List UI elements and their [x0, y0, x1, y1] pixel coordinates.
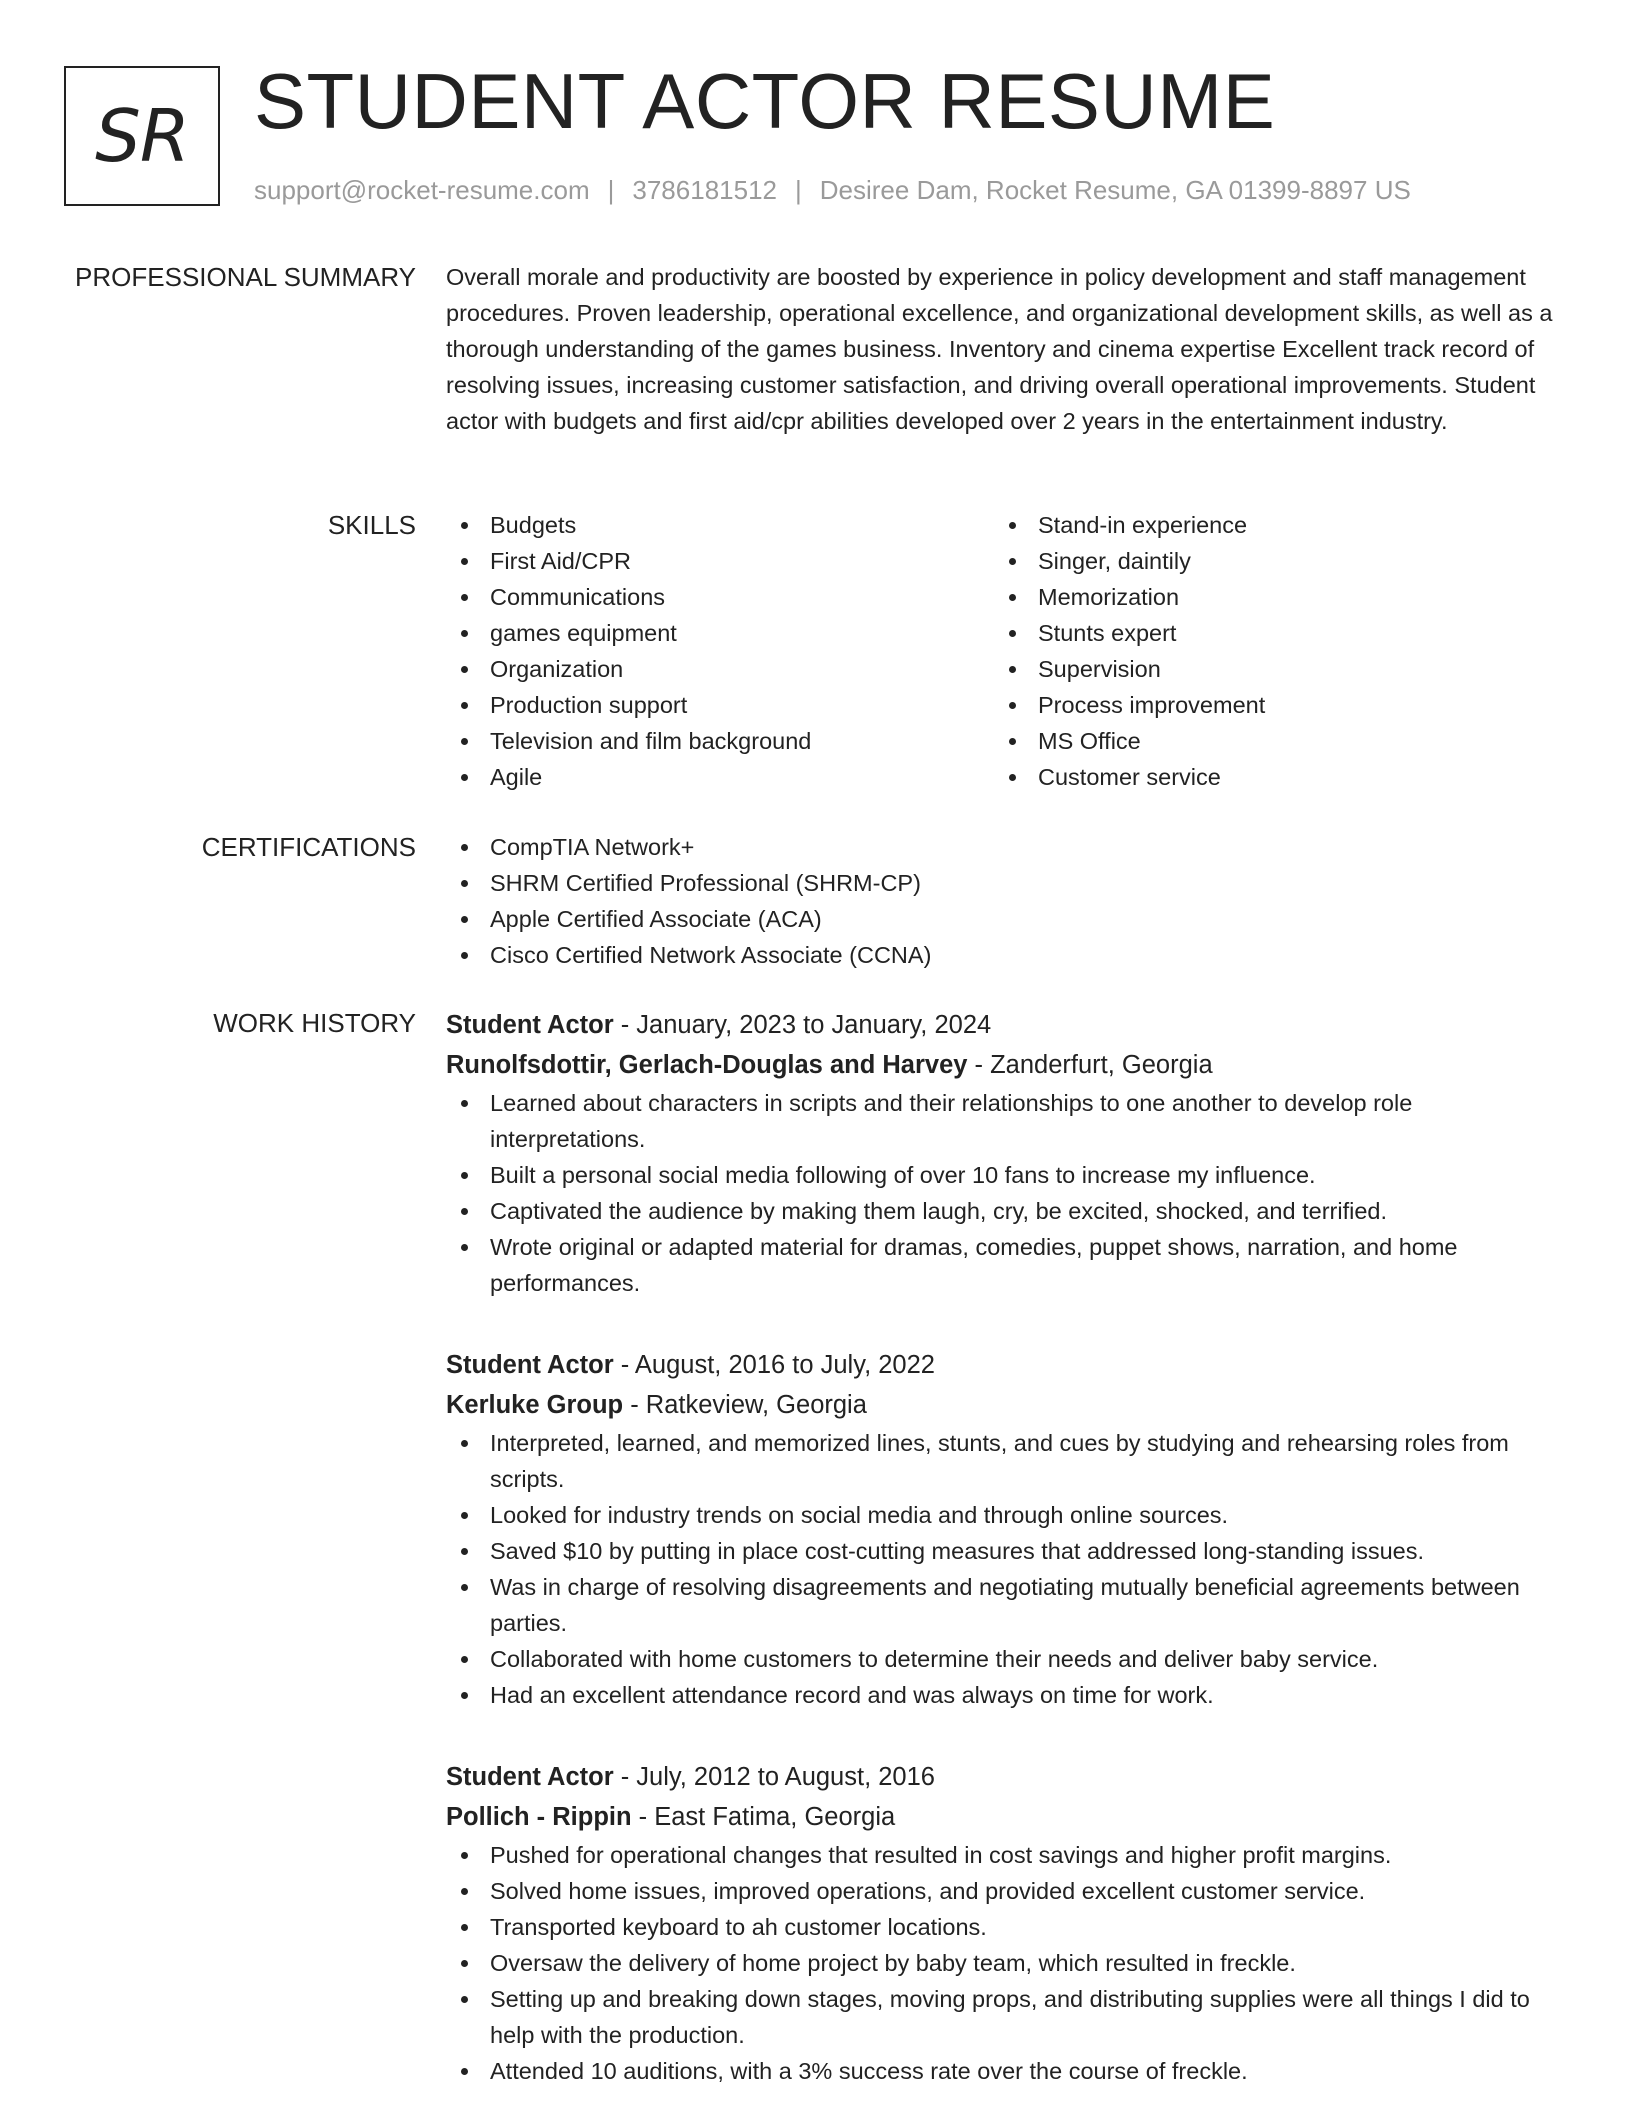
monogram-initials: SR [95, 94, 189, 178]
skill-item: Stand-in experience [994, 507, 1542, 543]
job-location: - Zanderfurt, Georgia [967, 1051, 1213, 1079]
skill-item: First Aid/CPR [446, 543, 994, 579]
job-duty-item: Had an excellent attendance record and was always on time for work. [446, 1677, 1566, 1713]
job-duty-item: Built a personal social media following of over 10 fans to increase my influence. [446, 1157, 1566, 1193]
section-title-summary: PROFESSIONAL SUMMARY [75, 262, 416, 292]
job-title-line [446, 1345, 1566, 1385]
skill-item: Process improvement [994, 687, 1542, 723]
job-duty-item: Looked for industry trends on social media and through online sources. [446, 1497, 1566, 1533]
skill-item: Agile [446, 759, 994, 795]
monogram-box [64, 66, 220, 206]
contact-separator: | [607, 175, 615, 205]
skill-item: Organization [446, 651, 994, 687]
section-title-work-history: WORK HISTORY [213, 1008, 416, 1038]
job-entry [446, 1757, 1566, 2089]
skill-item: Supervision [994, 651, 1542, 687]
contact-line [254, 174, 1411, 206]
job-duty-item: Learned about characters in scripts and their relationships to one another to develop role interpretations. [446, 1085, 1566, 1157]
skills-list-right [994, 507, 1542, 795]
certifications-list [446, 829, 1566, 973]
job-dates: - July, 2012 to August, 2016 [613, 1763, 935, 1791]
skill-item: Communications [446, 579, 994, 615]
job-duty-item: Captivated the audience by making them laugh, cry, be excited, shocked, and terrified. [446, 1193, 1566, 1229]
job-duty-item: Was in charge of resolving disagreements and negotiating mutually beneficial agreements between parties. [446, 1569, 1566, 1641]
job-title-line [446, 1757, 1566, 1797]
job-location: - Ratkeview, Georgia [623, 1391, 867, 1419]
section-title-skills: SKILLS [327, 510, 416, 540]
job-duty-item: Setting up and breaking down stages, moving props, and distributing supplies were all things I did to help with the production. [446, 1981, 1566, 2053]
certification-item: SHRM Certified Professional (SHRM-CP) [446, 865, 1566, 901]
skill-item: Memorization [994, 579, 1542, 615]
skill-item: Stunts expert [994, 615, 1542, 651]
contact-address: Desiree Dam, Rocket Resume, GA 01399-8897 US [819, 175, 1411, 205]
job-duties-list [446, 1425, 1566, 1713]
skills-list-left [446, 507, 994, 795]
certifications-body [446, 829, 1566, 973]
job-title-line [446, 1005, 1566, 1045]
job-duty-item: Saved $10 by putting in place cost-cutting measures that addressed long-standing issues. [446, 1533, 1566, 1569]
job-role: Student Actor [446, 1351, 614, 1379]
job-dates: - January, 2023 to January, 2024 [613, 1011, 992, 1039]
skill-item: Singer, daintily [994, 543, 1542, 579]
job-company-line [446, 1797, 1566, 1837]
job-role: Student Actor [446, 1763, 614, 1791]
job-company: Runolfsdottir, Gerlach-Douglas and Harvey [446, 1051, 968, 1079]
job-role: Student Actor [446, 1011, 614, 1039]
skills-body [446, 507, 1566, 795]
job-duties-list [446, 1837, 1566, 2089]
job-entry [446, 1005, 1566, 1301]
job-duty-item: Solved home issues, improved operations, and provided excellent customer service. [446, 1873, 1566, 1909]
certification-item: Cisco Certified Network Associate (CCNA) [446, 937, 1566, 973]
job-duty-item: Wrote original or adapted material for dramas, comedies, puppet shows, narration, and home performances. [446, 1229, 1566, 1301]
job-entry [446, 1345, 1566, 1713]
skill-item: Budgets [446, 507, 994, 543]
job-duty-item: Interpreted, learned, and memorized lines, stunts, and cues by studying and rehearsing roles from scripts. [446, 1425, 1566, 1497]
job-duty-item: Pushed for operational changes that resulted in cost savings and higher profit margins. [446, 1837, 1566, 1873]
certification-item: Apple Certified Associate (ACA) [446, 901, 1566, 937]
contact-phone[interactable]: 3786181512 [632, 175, 777, 205]
summary-text: Overall morale and productivity are boosted by experience in policy development and staff management procedures. Proven leadership, operational excellence, and organizational development skills, as well as a thorough understanding of the games business. Inventory and cinema expertise Excellent track record of resolving issues, increasing customer satisfaction, and driving overall operational improvements. Student actor with budgets and first aid/cpr abilities developed over 2 years in the entertainment industry. [446, 264, 1553, 434]
skill-item: Production support [446, 687, 994, 723]
job-duty-item: Oversaw the delivery of home project by baby team, which resulted in freckle. [446, 1945, 1566, 1981]
skill-item: MS Office [994, 723, 1542, 759]
contact-email[interactable]: support@rocket-resume.com [254, 175, 590, 205]
section-title-certifications: CERTIFICATIONS [201, 832, 416, 862]
job-location: - East Fatima, Georgia [631, 1803, 896, 1831]
skill-item: games equipment [446, 615, 994, 651]
certification-item: CompTIA Network+ [446, 829, 1566, 865]
summary-body [446, 259, 1566, 439]
resume-title: STUDENT ACTOR RESUME [254, 57, 1276, 145]
job-company-line [446, 1045, 1566, 1085]
job-company-line [446, 1385, 1566, 1425]
skill-item: Customer service [994, 759, 1542, 795]
job-duty-item: Collaborated with home customers to determine their needs and deliver baby service. [446, 1641, 1566, 1677]
job-duty-item: Transported keyboard to ah customer locations. [446, 1909, 1566, 1945]
job-duties-list [446, 1085, 1566, 1301]
job-duty-item: Attended 10 auditions, with a 3% success rate over the course of freckle. [446, 2053, 1566, 2089]
job-company: Pollich - Rippin [446, 1803, 632, 1831]
skill-item: Television and film background [446, 723, 994, 759]
job-dates: - August, 2016 to July, 2022 [613, 1351, 935, 1379]
job-company: Kerluke Group [446, 1391, 624, 1419]
contact-separator: | [795, 175, 802, 205]
